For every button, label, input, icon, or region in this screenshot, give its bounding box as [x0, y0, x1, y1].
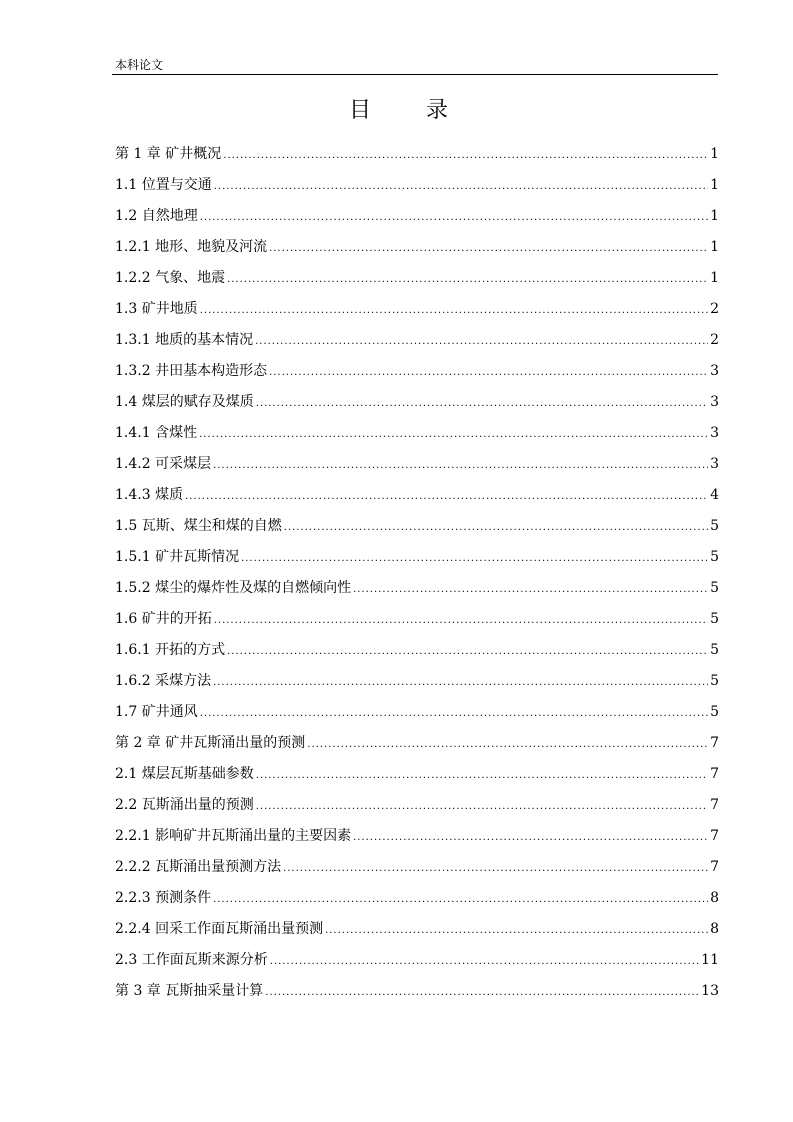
toc-entry-page-number: 5: [710, 673, 719, 689]
toc-entry-label: 第 2 章 矿井瓦斯涌出量的预测: [115, 735, 306, 751]
toc-dot-leader: [283, 853, 708, 884]
toc-entry[interactable]: [115, 387, 719, 418]
toc-entry[interactable]: [115, 976, 719, 1007]
toc-dot-leader: [353, 822, 708, 853]
toc-entry-page-number: 5: [710, 549, 719, 565]
toc-dot-leader: [213, 667, 708, 698]
toc-entry-label: 1.6 矿井的开拓: [115, 611, 212, 627]
toc-entry[interactable]: [115, 821, 719, 852]
toc-entry-label: 1.6.1 开拓的方式: [115, 642, 226, 658]
toc-entry-page-number: 5: [710, 704, 719, 720]
toc-entry[interactable]: [115, 542, 719, 573]
toc-title: 目 录: [349, 98, 472, 123]
toc-entry[interactable]: [115, 728, 719, 759]
toc-entry[interactable]: [115, 883, 719, 914]
toc-entry[interactable]: [115, 852, 719, 883]
toc-entry[interactable]: [115, 945, 719, 976]
toc-entry-page-number: 7: [710, 735, 719, 751]
toc-dot-leader: [200, 202, 708, 233]
toc-entry[interactable]: [115, 201, 719, 232]
toc-entry[interactable]: [115, 914, 719, 945]
toc-entry[interactable]: [115, 480, 719, 511]
toc-dot-leader: [213, 884, 708, 915]
toc-dot-leader: [213, 450, 708, 481]
toc-entry-page-number: 7: [710, 859, 719, 875]
toc-dot-leader: [256, 388, 708, 419]
toc-entry[interactable]: [115, 232, 719, 263]
toc-dot-leader: [353, 574, 708, 605]
toc-entry-label: 第 3 章 瓦斯抽采量计算: [115, 983, 264, 999]
toc-entry-page-number: 5: [710, 580, 719, 596]
toc-entry[interactable]: [115, 635, 719, 666]
toc-entry-page-number: 3: [710, 394, 719, 410]
toc-entry[interactable]: [115, 294, 719, 325]
toc-entry-label: 1.5.2 煤尘的爆炸性及煤的自燃倾向性: [115, 580, 352, 596]
toc-entry-page-number: 1: [710, 239, 719, 255]
toc-entry[interactable]: [115, 356, 719, 387]
toc-entry[interactable]: [115, 759, 719, 790]
toc-entry-page-number: 5: [710, 611, 719, 627]
header-divider: [112, 74, 718, 75]
toc-entry-label: 1.6.2 采煤方法: [115, 673, 212, 689]
toc-entry-label: 2.2.2 瓦斯涌出量预测方法: [115, 859, 282, 875]
toc-dot-leader: [199, 419, 708, 450]
toc-entry-page-number: 5: [710, 642, 719, 658]
toc-dot-leader: [200, 295, 708, 326]
toc-dot-leader: [256, 791, 708, 822]
running-header: 本科论文: [115, 58, 164, 72]
toc-entry-label: 1.3 矿井地质: [115, 301, 198, 317]
toc-dot-leader: [256, 760, 708, 791]
toc-entry-label: 2.2 瓦斯涌出量的预测: [115, 797, 254, 813]
toc-entry[interactable]: [115, 511, 719, 542]
toc-entry-label: 2.3 工作面瓦斯来源分析: [115, 952, 268, 968]
toc-entry-label: 1.3.2 井田基本构造形态: [115, 363, 268, 379]
toc-entry-page-number: 1: [710, 208, 719, 224]
toc-entry-label: 1.4.2 可采煤层: [115, 456, 212, 472]
toc-entry[interactable]: [115, 418, 719, 449]
toc-entry[interactable]: [115, 263, 719, 294]
toc-dot-leader: [214, 171, 708, 202]
toc-dot-leader: [269, 233, 708, 264]
toc-entry-label: 1.3.1 地质的基本情况: [115, 332, 254, 348]
toc-entry[interactable]: [115, 666, 719, 697]
toc-entry-page-number: 7: [710, 828, 719, 844]
toc-entry-page-number: 4: [710, 487, 719, 503]
toc-entry-page-number: 3: [710, 456, 719, 472]
toc-entry-label: 1.4.1 含煤性: [115, 425, 198, 441]
toc-entry-page-number: 2: [710, 301, 719, 317]
toc-entry-page-number: 5: [710, 518, 719, 534]
toc-entry-label: 2.2.4 回采工作面瓦斯涌出量预测: [115, 921, 324, 937]
toc-entry-label: 1.7 矿井通风: [115, 704, 198, 720]
toc-dot-leader: [255, 326, 708, 357]
toc-entry-label: 1.2 自然地理: [115, 208, 198, 224]
toc-dot-leader: [307, 729, 708, 760]
toc-entry[interactable]: [115, 325, 719, 356]
toc-entry-page-number: 3: [710, 425, 719, 441]
toc-entry-label: 1.4 煤层的赋存及煤质: [115, 394, 254, 410]
toc-entry-page-number: 3: [710, 363, 719, 379]
toc-entry-label: 2.1 煤层瓦斯基础参数: [115, 766, 254, 782]
toc-dot-leader: [185, 481, 708, 512]
toc-entry[interactable]: [115, 449, 719, 480]
toc-entry-page-number: 7: [710, 766, 719, 782]
toc-dot-leader: [227, 264, 708, 295]
toc-entry[interactable]: [115, 604, 719, 635]
toc-dot-leader: [265, 977, 699, 1008]
toc-entry-label: 1.5 瓦斯、煤尘和煤的自燃: [115, 518, 282, 534]
toc-entry-page-number: 7: [710, 797, 719, 813]
toc-dot-leader: [200, 698, 708, 729]
toc-dot-leader: [325, 915, 708, 946]
toc-dot-leader: [270, 946, 699, 977]
toc-dot-leader: [284, 512, 708, 543]
toc-entry-page-number: 11: [701, 952, 719, 968]
toc-entry-label: 1.5.1 矿井瓦斯情况: [115, 549, 240, 565]
table-of-contents: [115, 139, 719, 1007]
toc-entry-label: 1.4.3 煤质: [115, 487, 184, 503]
toc-dot-leader: [223, 140, 708, 171]
toc-entry[interactable]: [115, 573, 719, 604]
toc-dot-leader: [241, 543, 708, 574]
toc-entry-label: 2.2.3 预测条件: [115, 890, 212, 906]
toc-entry[interactable]: [115, 790, 719, 821]
toc-entry-label: 1.2.1 地形、地貌及河流: [115, 239, 268, 255]
toc-entry[interactable]: [115, 170, 719, 201]
toc-entry-page-number: 8: [710, 890, 719, 906]
toc-entry-label: 1.2.2 气象、地震: [115, 270, 226, 286]
toc-entry-page-number: 1: [710, 270, 719, 286]
toc-dot-leader: [269, 357, 708, 388]
toc-dot-leader: [227, 636, 708, 667]
toc-entry-page-number: 1: [710, 146, 719, 162]
toc-entry-label: 2.2.1 影响矿井瓦斯涌出量的主要因素: [115, 828, 352, 844]
toc-entry-page-number: 13: [701, 983, 719, 999]
toc-entry-label: 第 1 章 矿井概况: [115, 146, 222, 162]
toc-entry[interactable]: [115, 697, 719, 728]
toc-entry-page-number: 2: [710, 332, 719, 348]
toc-entry[interactable]: [115, 139, 719, 170]
toc-entry-page-number: 1: [710, 177, 719, 193]
toc-entry-label: 1.1 位置与交通: [115, 177, 212, 193]
toc-entry-page-number: 8: [710, 921, 719, 937]
toc-dot-leader: [214, 605, 708, 636]
